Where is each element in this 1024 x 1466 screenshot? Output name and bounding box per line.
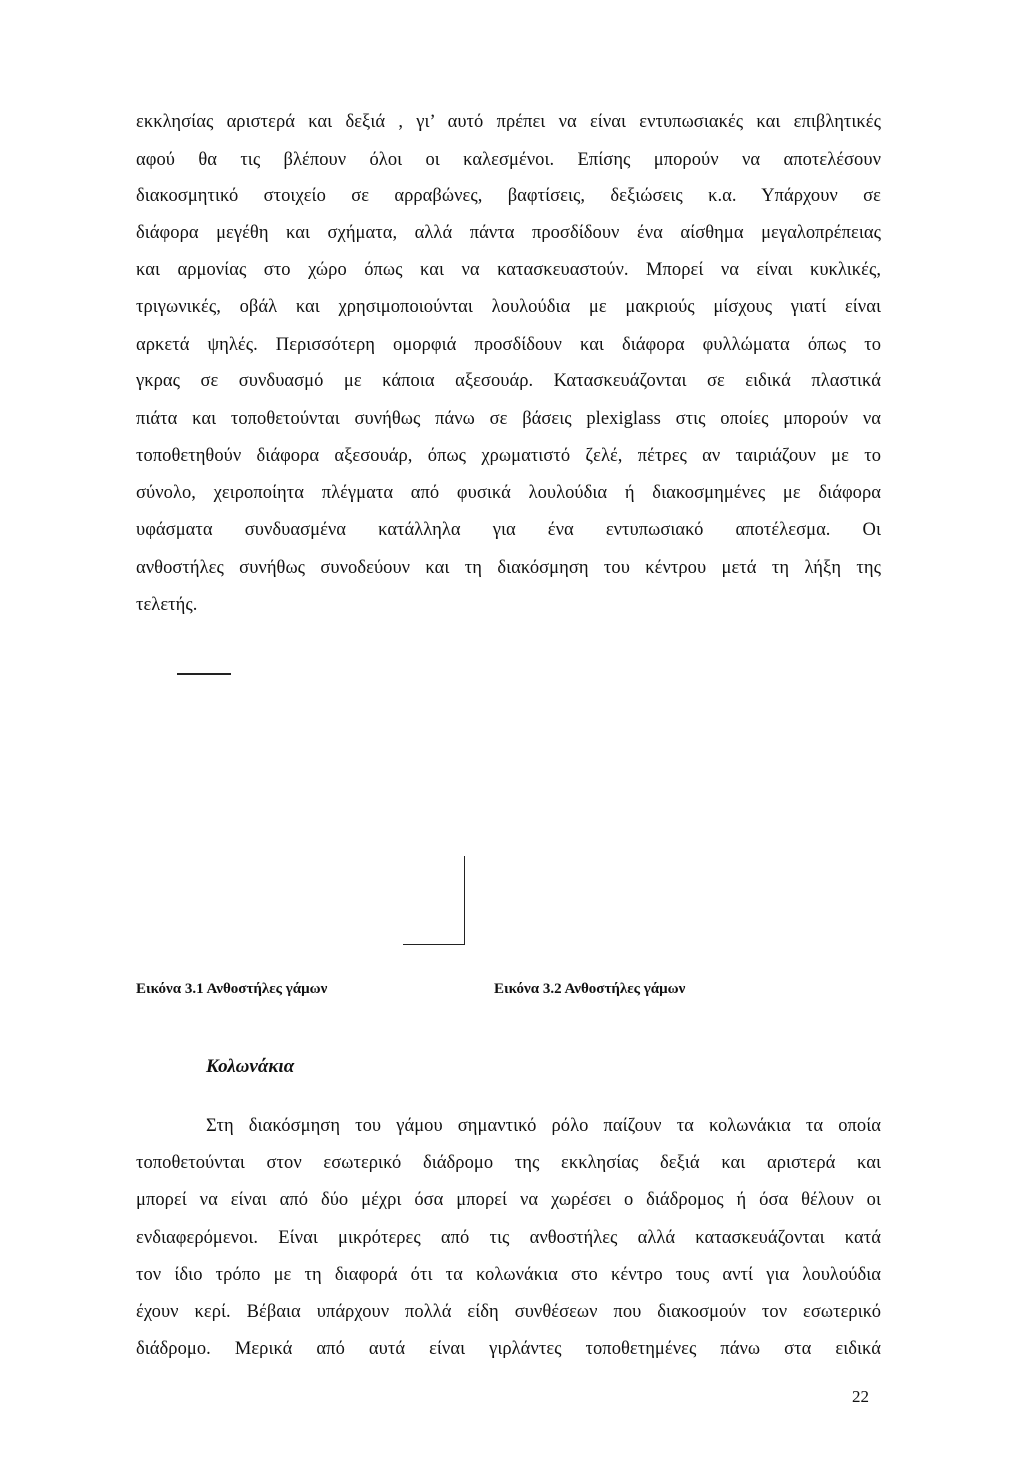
- text-line: ενδιαφερόμενοι. Είναι μικρότερες από τις ανθοστήλες αλλά κατασκευάζονται κατά: [136, 1228, 881, 1248]
- page-number: 22: [852, 1387, 869, 1406]
- text-line: διακοσμητικό στοιχείο σε αρραβώνες, βαφτίσεις, δεξιώσεις κ.α. Υπάρχουν σε: [136, 186, 881, 206]
- text-line: διάδρομο. Μερικά από αυτά είναι γιρλάντες τοποθετημένες πάνω στα ειδικά: [136, 1339, 881, 1359]
- figure-3-1: [136, 650, 436, 970]
- text-line: αφού θα τις βλέπουν όλοι οι καλεσμένοι. Επίσης μπορούν να αποτελέσουν: [136, 150, 881, 170]
- text-line: και αρμονίας στο χώρο όπως και να κατασκευαστούν. Μπορεί να είναι κυκλικές,: [136, 260, 881, 280]
- text-line: ανθοστήλες συνήθως συνοδεύουν και τη διακόσμηση του κέντρου μετά τη λήξη της: [136, 558, 881, 578]
- text-line: Στη διακόσμηση του γάμου σημαντικό ρόλο παίζουν τα κολωνάκια τα οποία: [206, 1116, 881, 1136]
- text-line: τοποθετούνται στον εσωτερικό διάδρομο της εκκλησίας δεξιά και αριστερά και: [136, 1153, 881, 1173]
- figure-mark: [403, 944, 465, 945]
- text-line: υφάσματα συνδυασμένα κατάλληλα για ένα εντυπωσιακό αποτέλεσμα. Οι: [136, 520, 881, 540]
- text-line: εκκλησίας αριστερά και δεξιά , γι’ αυτό πρέπει να είναι εντυπωσιακές και επιβλητικές: [136, 112, 881, 132]
- text-line: τον ίδιο τρόπο με τη διαφορά ότι τα κολωνάκια στο κέντρο τους αντί για λουλούδια: [136, 1265, 881, 1285]
- figure-mark: [464, 856, 465, 945]
- section-heading: Κολωνάκια: [206, 1056, 295, 1077]
- figure-3-2: [480, 650, 780, 970]
- text-line: τελετής.: [136, 595, 198, 615]
- text-line: γκρας σε συνδυασμό με κάποια αξεσουάρ. Κατασκευάζονται σε ειδικά πλαστικά: [136, 371, 881, 391]
- text-line: διάφορα μεγέθη και σχήματα, αλλά πάντα προσδίδουν ένα αίσθημα μεγαλοπρέπειας: [136, 223, 881, 243]
- text-line: έχουν κερί. Βέβαια υπάρχουν πολλά είδη συνθέσεων που διακοσμούν τον εσωτερικό: [136, 1302, 881, 1322]
- text-line: σύνολο, χειροποίητα πλέγματα από φυσικά λουλούδια ή διακοσμημένες με διάφορα: [136, 483, 881, 503]
- text-line: τριγωνικές, οβάλ και χρησιμοποιούνται λουλούδια με μακριούς μίσχους γιατί είναι: [136, 297, 881, 317]
- text-line: μπορεί να είναι από δύο μέχρι όσα μπορεί να χωρέσει ο διάδρομος ή όσα θέλουν οι: [136, 1190, 881, 1210]
- text-line: τοποθετηθούν διάφορα αξεσουάρ, όπως χρωματιστό ζελέ, πέτρες αν ταιριάζουν με το: [136, 446, 881, 466]
- text-line: πιάτα και τοποθετούνται συνήθως πάνω σε βάσεις plexiglass στις οποίες μπορούν να: [136, 409, 881, 429]
- figure-mark: [177, 673, 231, 675]
- figure-caption-3-2: Εικόνα 3.2 Ανθοστήλες γάμων: [494, 981, 686, 997]
- text-line: αρκετά ψηλές. Περισσότερη ομορφιά προσδίδουν και διάφορα φυλλώματα όπως το: [136, 335, 881, 355]
- figure-caption-3-1: Εικόνα 3.1 Ανθοστήλες γάμων: [136, 981, 328, 997]
